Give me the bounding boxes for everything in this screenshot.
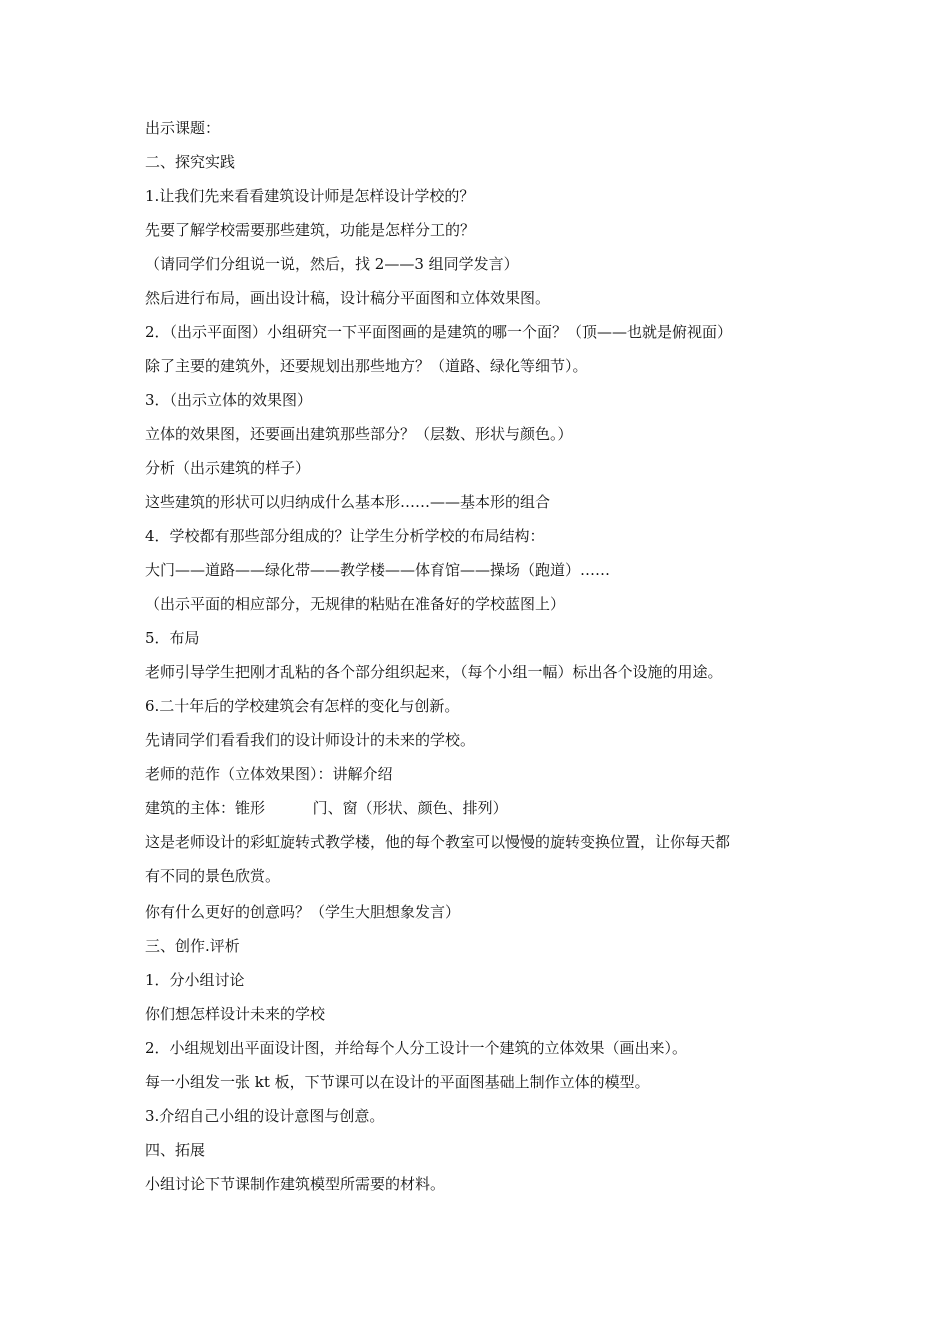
text-line: 建筑的主体：锥形 门、窗（形状、颜色、排列） [145, 799, 508, 817]
text-line: （出示平面的相应部分，无规律的粘贴在准备好的学校蓝图上） [145, 595, 566, 613]
text-line: 3．（出示立体的效果图） [145, 391, 313, 409]
text-line: 每一小组发一张 kt 板，下节课可以在设计的平面图基础上制作立体的模型。 [145, 1073, 650, 1091]
text-line: 这些建筑的形状可以归纳成什么基本形……——基本形的组合 [145, 493, 551, 511]
text-line: 老师的范作（立体效果图）：讲解介绍 [145, 765, 393, 783]
text-line: 你有什么更好的创意吗？（学生大胆想象发言） [145, 903, 461, 921]
text-line: 2．小组规划出平面设计图，并给每个人分工设计一个建筑的立体效果（画出来）。 [145, 1039, 688, 1057]
text-line: 然后进行布局，画出设计稿，设计稿分平面图和立体效果图。 [145, 289, 551, 307]
lesson-plan-body [145, 118, 825, 1208]
text-line: 3.介绍自己小组的设计意图与创意。 [145, 1107, 385, 1125]
text-line: 4．学校都有那些部分组成的？让学生分析学校的布局结构： [145, 527, 545, 545]
text-line: 6.二十年后的学校建筑会有怎样的变化与创新。 [145, 697, 460, 715]
text-line: 5．布局 [145, 629, 200, 647]
text-line: 有不同的景色欣赏。 [145, 867, 281, 885]
text-line: 小组讨论下节课制作建筑模型所需要的材料。 [145, 1175, 446, 1193]
section-heading: 三、创作.评析 [145, 937, 240, 955]
text-line: 你们想怎样设计未来的学校 [145, 1005, 326, 1023]
text-line: 立体的效果图，还要画出建筑那些部分？（层数、形状与颜色。） [145, 425, 573, 443]
section-heading: 四、拓展 [145, 1141, 206, 1159]
text-line: 1．分小组讨论 [145, 971, 245, 989]
text-line: 大门——道路——绿化带——教学楼——体育馆——操场（跑道）…… [145, 561, 611, 579]
text-line: 2．（出示平面图）小组研究一下平面图画的是建筑的哪一个面？（顶——也就是俯视面） [145, 323, 733, 341]
text-line: 分析（出示建筑的样子） [145, 459, 311, 477]
text-line: 先要了解学校需要那些建筑，功能是怎样分工的？ [145, 221, 476, 239]
text-line: 除了主要的建筑外，还要规划出那些地方？（道路、绿化等细节）。 [145, 357, 588, 375]
text-line: （请同学们分组说一说，然后，找 2——3 组同学发言） [145, 255, 519, 273]
section-heading: 二、探究实践 [145, 153, 236, 171]
text-line: 出示课题： [145, 119, 221, 137]
text-line: 这是老师设计的彩虹旋转式教学楼，他的每个教室可以慢慢的旋转变换位置，让你每天都 [145, 833, 731, 851]
text-line: 先请同学们看看我们的设计师设计的未来的学校。 [145, 731, 476, 749]
text-line: 老师引导学生把刚才乱粘的各个部分组织起来，（每个小组一幅）标出各个设施的用途。 [145, 663, 723, 681]
text-line: 1.让我们先来看看建筑设计师是怎样设计学校的？ [145, 187, 475, 205]
